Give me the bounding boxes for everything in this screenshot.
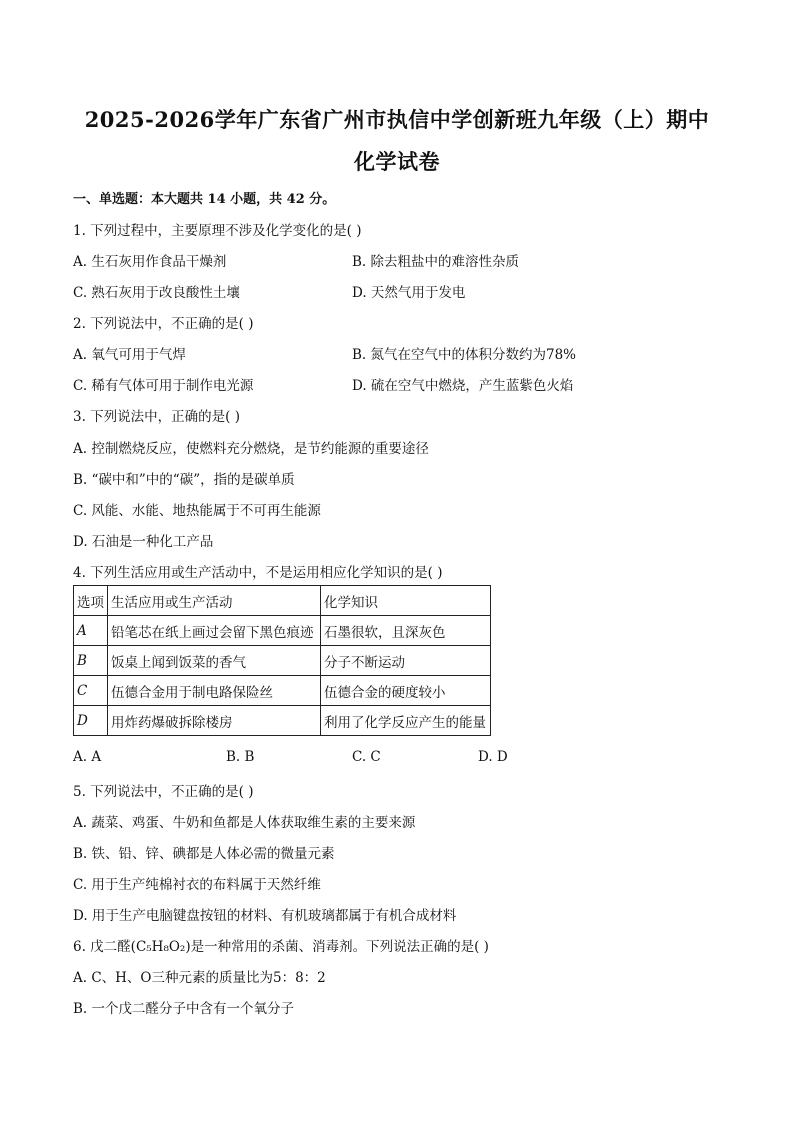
q2-stem: 2. 下列说法中，不正确的是( ) [73,316,254,332]
q4-option-c: C. C [352,749,381,765]
q6-option-b: B. 一个戊二醛分子中含有一个氧分子 [73,1001,295,1017]
table-cell: 饭桌上闻到饭菜的香气 [108,646,321,676]
q4-option-b: B. B [226,749,255,765]
q2-option-a: A. 氧气可用于气焊 [73,347,186,363]
q3-option-a: A. 控制燃烧反应，使燃料充分燃烧，是节约能源的重要途径 [73,441,429,457]
section-heading: 一、单选题：本大题共 14 小题，共 42 分。 [73,192,336,207]
table-cell: 分子不断运动 [321,646,491,676]
q3-option-c: C. 风能、水能、地热能属于不可再生能源 [73,503,321,519]
q1-option-a: A. 生石灰用作食品干燥剂 [73,254,227,270]
table-header-cell: 化学知识 [321,586,491,616]
q5-option-b: B. 铁、铅、锌、碘都是人体必需的微量元素 [73,846,335,862]
q2-option-b: B. 氮气在空气中的体积分数约为78% [352,347,577,363]
q1-option-b: B. 除去粗盐中的难溶性杂质 [352,254,520,270]
table-header-cell: 选项 [74,586,108,616]
table-row [74,616,491,646]
q5-option-c: C. 用于生产纯棉衬衣的布料属于天然纤维 [73,877,321,893]
exam-subject-title: 化学试卷 [354,149,440,174]
q3-option-d: D. 石油是一种化工产品 [73,534,214,550]
table-row [74,646,491,676]
q1-option-c: C. 熟石灰用于改良酸性土壤 [73,285,240,301]
q4-table [73,585,491,736]
q3-stem: 3. 下列说法中，正确的是( ) [73,409,240,425]
table-cell: 伍德合金的硬度较小 [321,676,491,706]
q1-option-d: D. 天然气用于发电 [352,285,466,301]
table-cell: 铅笔芯在纸上画过会留下黑色痕迹 [108,616,321,646]
q2-option-c: C. 稀有气体可用于制作电光源 [73,378,254,394]
q6-stem: 6. 戊二醛(C₅H₈O₂)是一种常用的杀菌、消毒剂。下列说法正确的是( ) [73,939,489,955]
table-row [74,676,491,706]
table-cell: A [74,616,108,646]
table-cell: 利用了化学反应产生的能量 [321,706,491,736]
q4-option-d: D. D [478,749,508,765]
q3-option-b: B. “碳中和”中的“碳”，指的是碳单质 [73,472,295,488]
q5-stem: 5. 下列说法中，不正确的是( ) [73,784,254,800]
q5-option-a: A. 蔬菜、鸡蛋、牛奶和鱼都是人体获取维生素的主要来源 [73,815,416,831]
q2-option-d: D. 硫在空气中燃烧，产生蓝紫色火焰 [352,378,574,394]
table-header-cell: 生活应用或生产活动 [108,586,321,616]
table-cell: C [74,676,108,706]
q1-stem: 1. 下列过程中，主要原理不涉及化学变化的是( ) [73,223,362,239]
table-header-row [74,586,491,616]
table-cell: B [74,646,108,676]
q6-option-a: A. C、H、O三种元素的质量比为5：8：2 [73,970,326,986]
table-cell: D [74,706,108,736]
q4-stem: 4. 下列生活应用或生产活动中，不是运用相应化学知识的是( ) [73,565,443,581]
exam-title: 2025-2026学年广东省广州市执信中学创新班九年级（上）期中 [84,107,710,132]
table-cell: 石墨很软，且深灰色 [321,616,491,646]
table-cell: 用炸药爆破拆除楼房 [108,706,321,736]
q5-option-d: D. 用于生产电脑键盘按钮的材料、有机玻璃都属于有机合成材料 [73,908,457,924]
table-cell: 伍德合金用于制电路保险丝 [108,676,321,706]
table-row [74,706,491,736]
q4-option-a: A. A [73,749,102,765]
